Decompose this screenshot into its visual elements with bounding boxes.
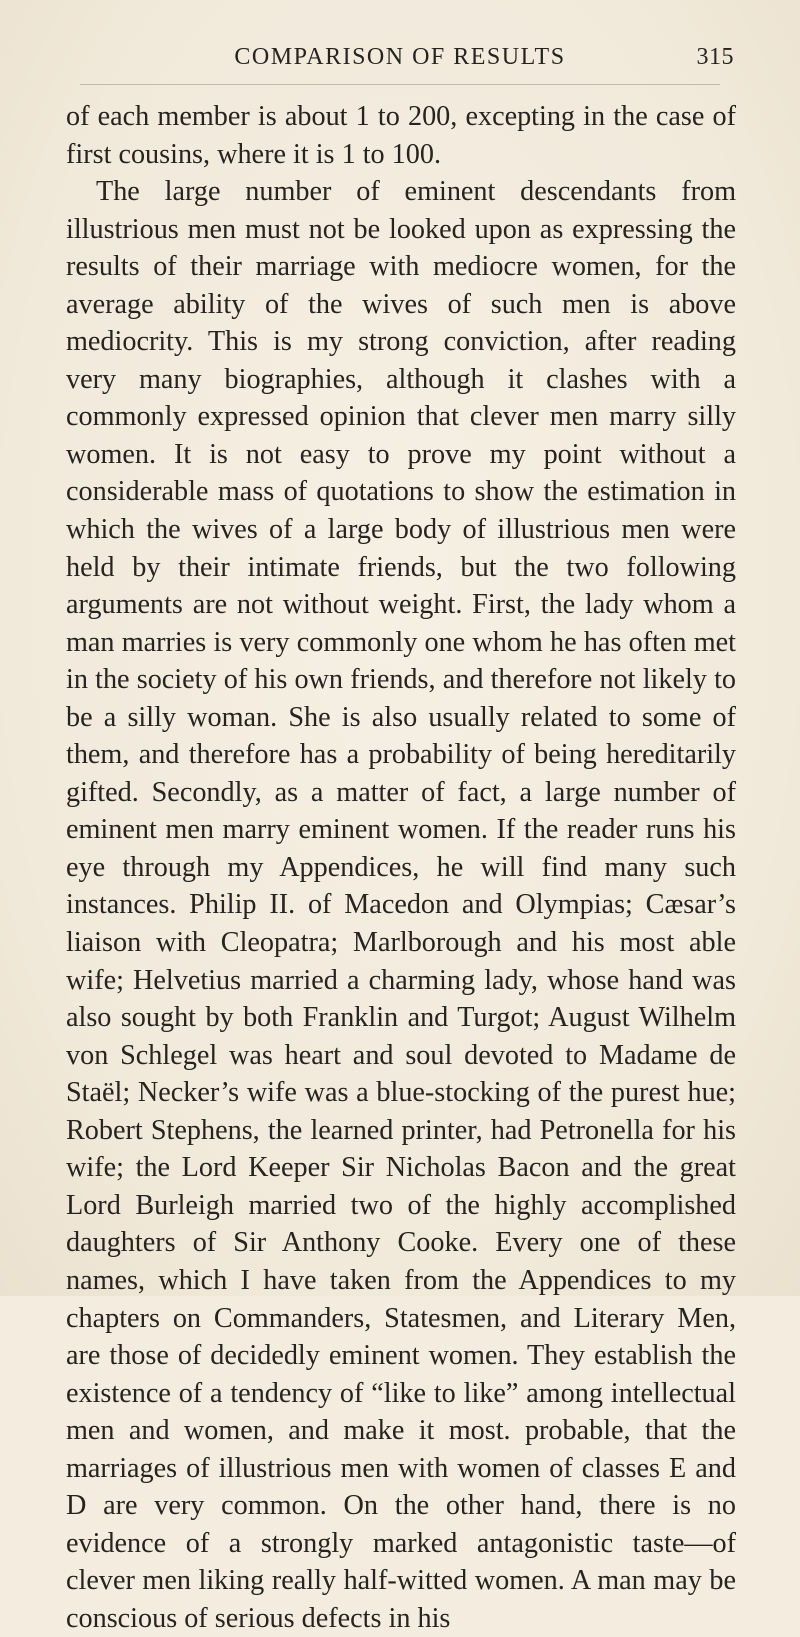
body-text [66,98,736,1637]
paragraph-main: The large number of eminent descendants from illustrious men must not be looked upon as expressing the results of their marriage with mediocre women, for the average ability of the wives of such men is above mediocrity. This is my strong conviction, after reading very many biographies, although it clashes with a commonly expressed opinion that clever men marry silly women. It is not easy to prove my point without a considerable mass of quotations to show the estimation in which the wives of a large body of illustrious men were held by their intimate friends, but the two following arguments are not without weight. First, the lady whom a man marries is very commonly one whom he has often met in the society of his own friends, and therefore not likely to be a silly woman. She is also usually related to some of them, and therefore has a probability of being hereditarily gifted. Secondly, as a matter of fact, a large number of eminent men marry eminent women. If the reader runs his eye through my Appendices, he will find many such instances. Philip II. of Macedon and Olympias; Cæsar’s liaison with Cleopatra; Marlborough and his most able wife; Helvetius married a charming lady, whose hand was also sought by both Franklin and Turgot; August Wilhelm von Schlegel was heart and soul devoted to Madame de Staël; Necker’s wife was a blue-stocking of the purest hue; Robert Stephens, the learned printer, had Petronella for his wife; the Lord Keeper Sir Nicholas Bacon and the great Lord Burleigh married two of the highly accomplished daughters of Sir Anthony Cooke. Every one of these names, which I have taken from the Appendices to my chapters on Commanders, Statesmen, and Literary Men, are those of decidedly eminent women. They establish the existence of a tendency of “like to like” among intellectual men and women, and make it most. probable, that the marriages of illustrious men with women of classes E and D are very common. On the other hand, there is no evidence of a strongly marked antagonistic taste—of clever men liking really half-witted women. A man may be conscious of serious defects in his [66,176,736,1634]
header-rule [80,84,720,85]
page-number: 315 [696,44,734,70]
running-title: COMPARISON OF RESULTS [234,44,566,70]
paragraph-continuation: of each member is about 1 to 200, excepting in the case of first cousins, where it is 1 to 100. [66,101,736,170]
running-head [66,44,734,80]
